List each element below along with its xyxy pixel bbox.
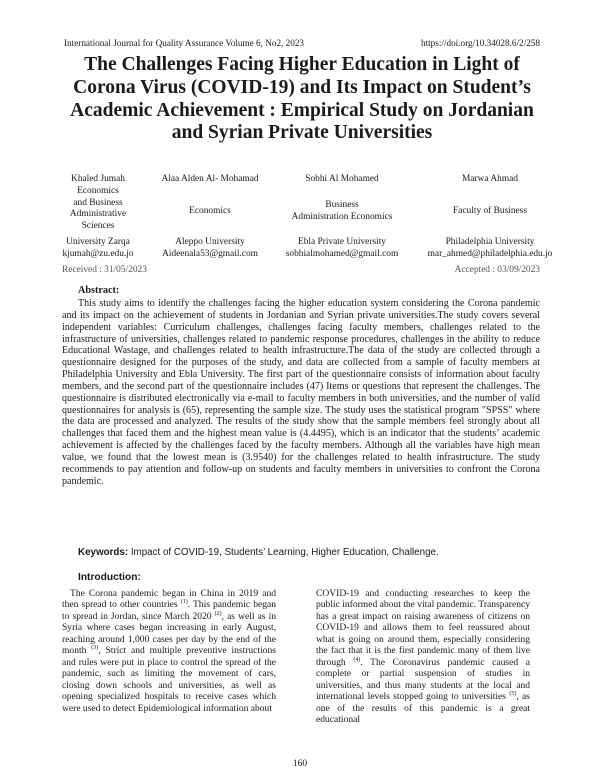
citation-marker: (1) <box>180 599 188 606</box>
body-text: The Corona pandemic began in China in 2019 and then spread to other countries <box>62 588 276 611</box>
citation-marker: (3) <box>91 645 99 652</box>
author-name: Khaled Jumah <box>71 174 125 184</box>
citation-marker: (2) <box>214 610 222 617</box>
page-number: 160 <box>292 759 308 769</box>
author-block <box>44 174 564 260</box>
keywords-label: Keywords: <box>78 547 129 558</box>
introduction-heading: Introduction: <box>78 572 141 583</box>
keywords-line <box>78 547 548 558</box>
author-email[interactable]: sobhialmohamed@gmail.com <box>285 248 399 259</box>
author-email[interactable]: Aideenala53@gmail.com <box>162 248 258 259</box>
body-column-right <box>316 588 530 725</box>
abstract-text: This study aims to identify the challenges facing the higher education system considering the Corona pandemic and its impact on the achievement of students in Jordanian and Syrian private universities.The study covers several independent variables: Curriculum challenges, challenges facing faculty members, challenges related to the infrastructure of universities, challenges related to pandemic response procedures, challenges in the ability to reduce Educational Wastage, and challenges related to health infrastructure.The data of the study are collected through a questionnaire designed for the purposes of the study, and data are collected from a sample of faculty members at Philadelphia University and Ebla University. The first part of the questionnaire consists of information about faculty members, and the second part of the questionnaire includes (47) Items or questions that represent the challenges. The questionnaire is distributed electronically via e-mail to faculty members in both universities, and the number of valid questionnaires for analysis is (65), representing the sample size. The study uses the statistical program "SPSS" where the data are processed and analyzed. The results of the study show that the sample members feel strongly about all challenges that faced them and the highest mean value is (4.4495), which is an indicator that the students’ academic achievement is affected by the challenges faced by the faculty members. Although all the variables have high mean value, we found that the lowest mean is (3.9540) for the challenges related to health infrastructure. The study recommends to pay attention and follow-up on students and faculty members in universities to confront the Corona pandemic. <box>62 298 540 487</box>
author-department <box>152 186 268 237</box>
body-text: COVID-19 and conducting researches to keep the public informed about the vital pandemic. Transparency has a great impact on raising awareness of citizens on COVID-19 and allows them to feel reassured about what is going on around them, especially considering the fact that it is the first pandemic many of them live through <box>316 588 530 668</box>
citation-marker: (4) <box>353 656 361 663</box>
author-name: Sobhi Al Mohamed <box>305 174 379 184</box>
dept-line: Administrative <box>69 209 127 219</box>
author-email[interactable]: mar_ahmed@philadelphia.edu.jo <box>427 248 553 259</box>
journal-name: International Journal for Quality Assurance Volume 6, No2, 2023 <box>64 38 305 48</box>
dept-line: Faculty of Business <box>453 205 527 216</box>
body-text: , as well as in Syria where cases began increasing in early August, reaching around 1,000 cases per day by the end of the month <box>62 610 276 657</box>
dept-line: Sciences <box>81 220 115 231</box>
abstract-heading: Abstract: <box>78 285 120 296</box>
author-1 <box>44 174 152 260</box>
author-university: Ebla Private University <box>297 237 386 247</box>
body-text: . This pandemic began to spread in Jordan, since March 2020 <box>62 599 276 622</box>
author-university: University Zarqa <box>66 237 130 247</box>
keywords-text: Impact of COVID-19, Students’ Learning, Higher Education, Challenge. <box>130 547 439 558</box>
dept-line: Economics <box>189 205 231 216</box>
submission-dates <box>62 265 540 275</box>
body-column-left <box>62 588 276 714</box>
body-text: , as one of the results of this pandemic is a great educational <box>316 691 530 725</box>
dept-line: Business <box>325 200 359 210</box>
citation-marker: (5) <box>509 690 517 697</box>
author-3 <box>268 174 416 260</box>
dept-line: and Business <box>73 197 123 208</box>
author-email[interactable]: kjumah@zu.edu.jo <box>62 248 134 259</box>
received-date: Received : 31/05/2023 <box>62 265 147 275</box>
author-name: Marwa Ahmad <box>462 174 518 184</box>
body-text: . The Coronavirus pandemic caused a complete or partial suspension of studies in universities, and thus many students at the local and international levels stopped going to universities <box>316 656 530 703</box>
author-university: Philadelphia University <box>445 237 535 247</box>
author-4 <box>416 174 564 260</box>
paper-title: The Challenges Facing Higher Education in Light of Corona Virus (COVID-19) and Its Impact on Student’s Academic Achievement : Empirical Study on Jordanian and Syrian Private Universities <box>70 54 534 144</box>
dept-line: Economics <box>77 186 119 196</box>
body-text: , Strict and multiple preventive instructions and rules were put in place to control the spread of the pandemic, such as limiting the movement of cars, closing down schools and universities, as well as opening specialized hospitals to receive cases which were used to detect Epidemiological information about <box>62 645 276 714</box>
author-university: Aleppo University <box>175 237 245 247</box>
author-name: Alaa Alden Al- Mohamad <box>161 174 259 184</box>
author-department <box>416 186 564 237</box>
dept-line: Administration Economics <box>291 211 393 222</box>
author-2 <box>152 174 268 260</box>
doi-link[interactable]: https://doi.org/10.34028.6/2/258 <box>420 38 540 48</box>
accepted-date: Accepted : 03/09/2023 <box>454 265 540 275</box>
author-department <box>44 186 152 237</box>
running-header <box>64 38 540 48</box>
author-department <box>268 186 416 237</box>
